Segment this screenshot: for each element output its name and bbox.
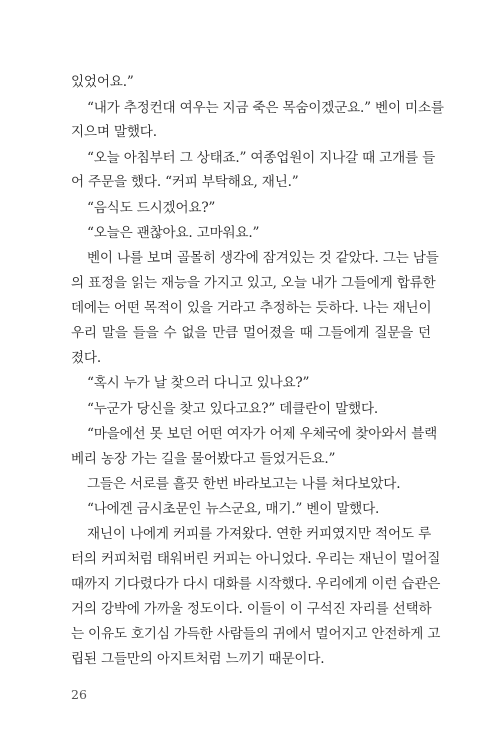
text-line: 어 주문을 했다. “커피 부탁해요, 재닌.” [71, 174, 299, 190]
text-line: 데에는 어떤 목적이 있을 거라고 추정하는 듯하다. 나는 재닌이 [71, 300, 432, 316]
text-line: 베리 농장 가는 길을 물어봤다고 들었거든요.” [71, 451, 336, 467]
text-line: 재닌이 나에게 커피를 가져왔다. 연한 커피였지만 적어도 루 [87, 526, 431, 542]
text-line: 졌다. [71, 350, 101, 366]
text-line: “내가 추정컨대 여우는 지금 죽은 목숨이겠군요.” 벤이 미소를 [87, 100, 444, 116]
text-line: “누군가 당신을 찾고 있다고요?” 데클란이 말했다. [87, 401, 379, 417]
text-line: “음식도 드시겠어요?” [87, 200, 216, 216]
text-line: “마을에선 못 보던 어떤 여자가 어제 우체국에 찾아와서 블랙 [87, 426, 438, 442]
text-line: 터의 커피처럼 태워버린 커피는 아니었다. 우리는 재닌이 멀어질 [71, 551, 441, 567]
text-line: 때까지 기다렸다가 다시 대화를 시작했다. 우리에게 이런 습관은 [71, 576, 441, 592]
text-line: “오늘은 괜찮아요. 고마워요.” [87, 225, 260, 241]
text-line: 있었어요.” [71, 74, 134, 90]
text-line: 의 표정을 읽는 재능을 가지고 있고, 오늘 내가 그들에게 합류한 [71, 275, 436, 291]
text-line: 우리 말을 들을 수 없을 만큼 멀어졌을 때 그들에게 질문을 던 [71, 325, 431, 341]
text-line: 립된 그들만의 아지트처럼 느끼기 때문이다. [71, 651, 325, 667]
text-line: 지으며 말했다. [71, 124, 157, 140]
page-number: 26 [71, 687, 87, 702]
text-line: 벤이 나를 보며 골몰히 생각에 잠겨있는 것 같았다. 그는 남들 [87, 250, 439, 266]
text-line: 거의 강박에 가까울 정도이다. 이들이 이 구석진 자리를 선택하 [71, 601, 432, 617]
text-line: 그들은 서로를 흘끗 한번 바라보고는 나를 쳐다보았다. [87, 476, 401, 492]
text-line: “나에겐 금시초문인 뉴스군요, 매기.” 벤이 말했다. [87, 501, 380, 517]
text-line: “혹시 누가 날 찾으러 다니고 있나요?” [87, 375, 310, 391]
text-line: “오늘 아침부터 그 상태죠.” 여종업원이 지나갈 때 고개를 들 [87, 150, 436, 166]
text-line: 는 이유도 호기심 가득한 사람들의 귀에서 멀어지고 안전하게 고 [71, 626, 441, 642]
